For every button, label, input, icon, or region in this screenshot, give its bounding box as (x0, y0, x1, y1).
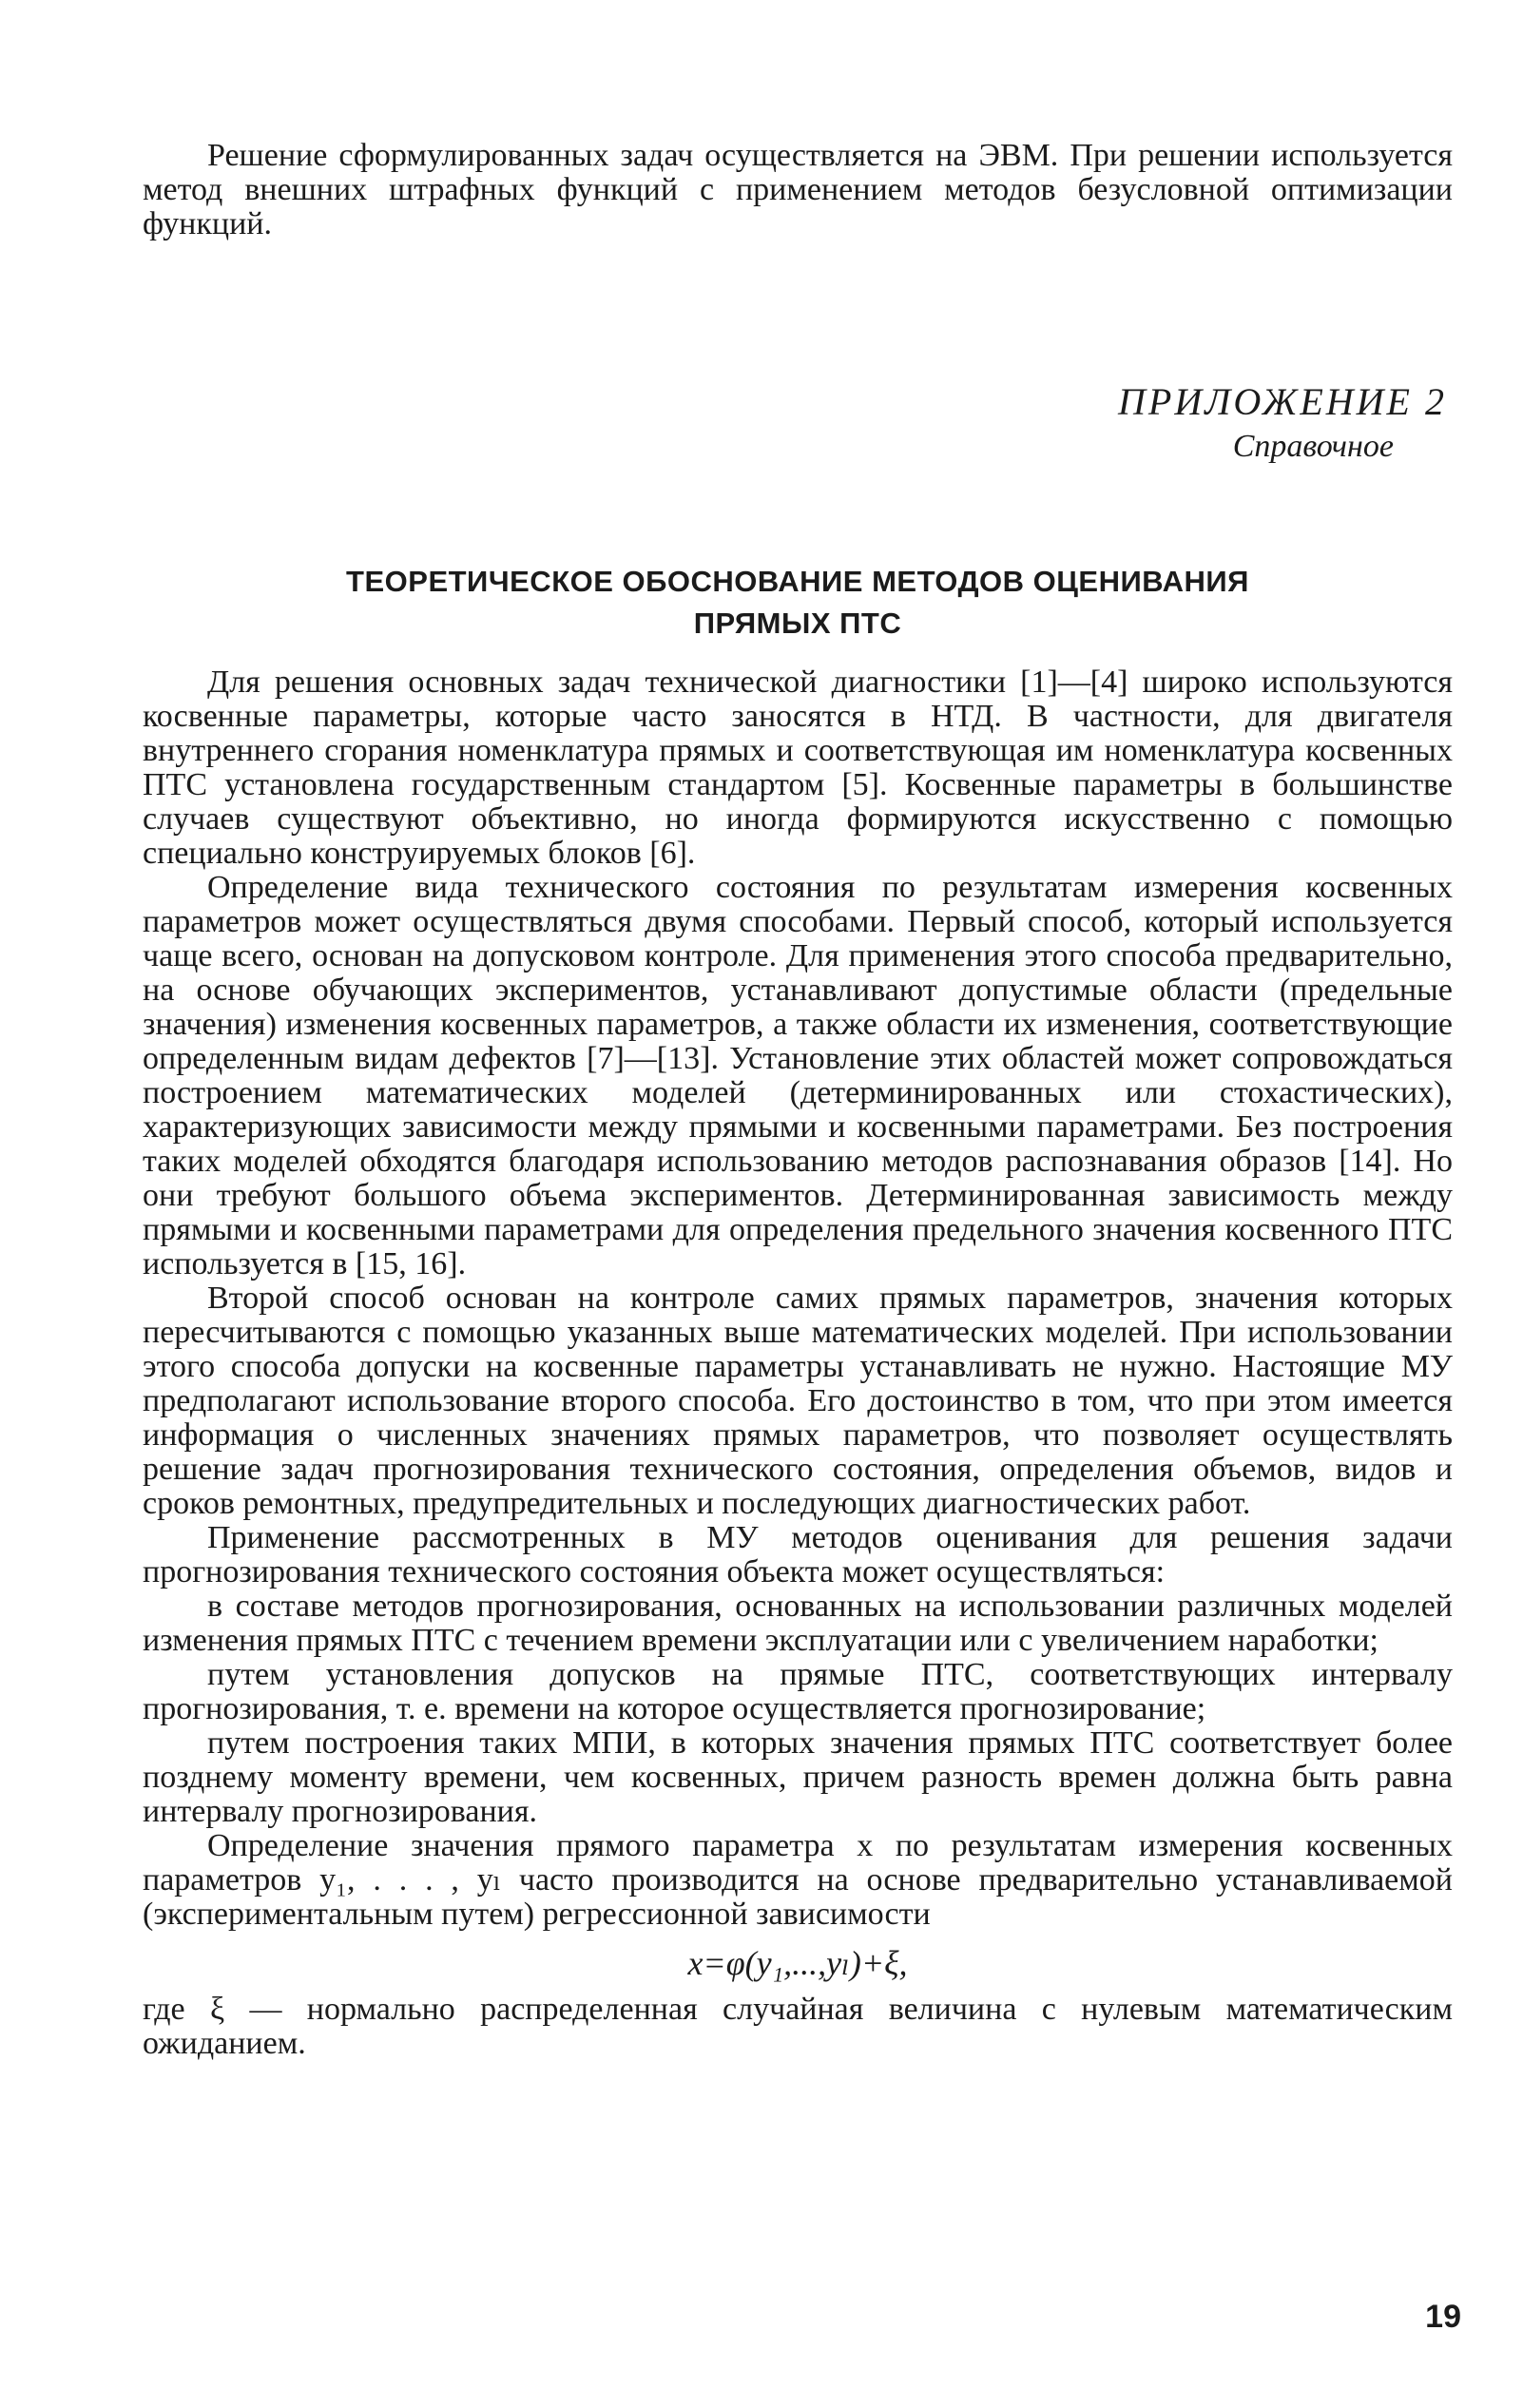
appendix-title: ПРИЛОЖЕНИЕ 2 (1118, 380, 1447, 423)
appendix-label (877, 378, 1447, 468)
section-heading (143, 561, 1453, 645)
body-text (143, 665, 1453, 2061)
list-item-3: путем построения таких МПИ, в которых значения прямых ПТС соответствует более позднему моменту времени, чем косвенных, причем разность времен должна быть равна интервалу прогнозирования. (143, 1725, 1453, 1829)
body-paragraph-5: Определение значения прямого параметра x по результатам измерения косвенных параметров y₁, . . . , yₗ часто производится на основе предварительно устанавливаемой (экспериментальным путем) регрессионной зависимости (143, 1828, 1453, 1932)
intro-section (143, 139, 1453, 241)
body-paragraph-4: Применение рассмотренных в МУ методов оценивания для решения задачи прогнозирования технического состояния объекта может осуществляться: (143, 1520, 1453, 1589)
formula-explanation: где ξ — нормально распределенная случайная величина с нулевым математическим ожиданием. (143, 1992, 1453, 2061)
appendix-subtitle: Справочное (1232, 429, 1394, 464)
intro-paragraph: Решение сформулированных задач осуществляется на ЭВМ. При решении используется метод внешних штрафных функций с применением методов безусловной оптимизации функций. (143, 138, 1453, 241)
body-paragraph-1: Для решения основных задач технической диагностики [1]—[4] широко используются косвенные параметры, которые часто заносятся в НТД. В частности, для двигателя внутреннего сгорания номенклатура прямых и соответствующая им номенклатура косвенных ПТС установлена государственным стандартом [5]. Косвенные параметры в большинстве случаев существуют объективно, но иногда формируются искусственно с помощью специально конструируемых блоков [6]. (143, 665, 1453, 871)
list-item-1: в составе методов прогнозирования, основанных на использовании различных моделей изменения прямых ПТС с течением времени эксплуатации или с увеличением наработки; (143, 1589, 1453, 1658)
body-paragraph-3: Второй способ основан на контроле самих прямых параметров, значения которых пересчитываются с помощью указанных выше математических моделей. При использовании этого способа допуски на косвенные параметры устанавливать не нужно. Настоящие МУ предполагают использование второго способа. Его достоинство в том, что при этом имеется информация о численных значениях прямых параметров, что позволяет осуществлять решение задач прогнозирования технического состояния, определения объемов, видов и сроков ремонтных, предупредительных и последующих диагностических работ. (143, 1281, 1453, 1521)
section-heading-line-1: ТЕОРЕТИЧЕСКОЕ ОБОСНОВАНИЕ МЕТОДОВ ОЦЕНИВАНИЯ (346, 565, 1249, 598)
section-heading-line-2: ПРЯМЫХ ПТС (693, 607, 902, 640)
regression-formula: x=φ(y₁,...,yₗ)+ξ, (687, 1944, 908, 1982)
body-paragraph-2: Определение вида технического состояния по результатам измерения косвенных параметров может осуществляться двумя способами. Первый способ, который используется чаще всего, основан на допусковом контроле. Для применения этого способа предварительно, на основе обучающих экспериментов, устанавливают допустимые области (предельные значения) изменения косвенных параметров, а также области их изменения, соответствующие определенным видам дефектов [7]—[13]. Установление этих областей может сопровождаться построением математических моделей (детерминированных или стохастических), характеризующих зависимости между прямыми и косвенными параметрами. Без построения таких моделей обходятся благодаря использованию методов распознавания образов [14]. Но они требуют большого объема экспериментов. Детерминированная зависимость между прямыми и косвенными параметрами для определения предельного значения косвенного ПТС используется в [15, 16]. (143, 870, 1453, 1281)
page-number: 19 (1425, 2299, 1461, 2335)
list-item-2: путем установления допусков на прямые ПТС, соответствующих интервалу прогнозирования, т. е. времени на которое осуществляется прогнозирование; (143, 1657, 1453, 1726)
